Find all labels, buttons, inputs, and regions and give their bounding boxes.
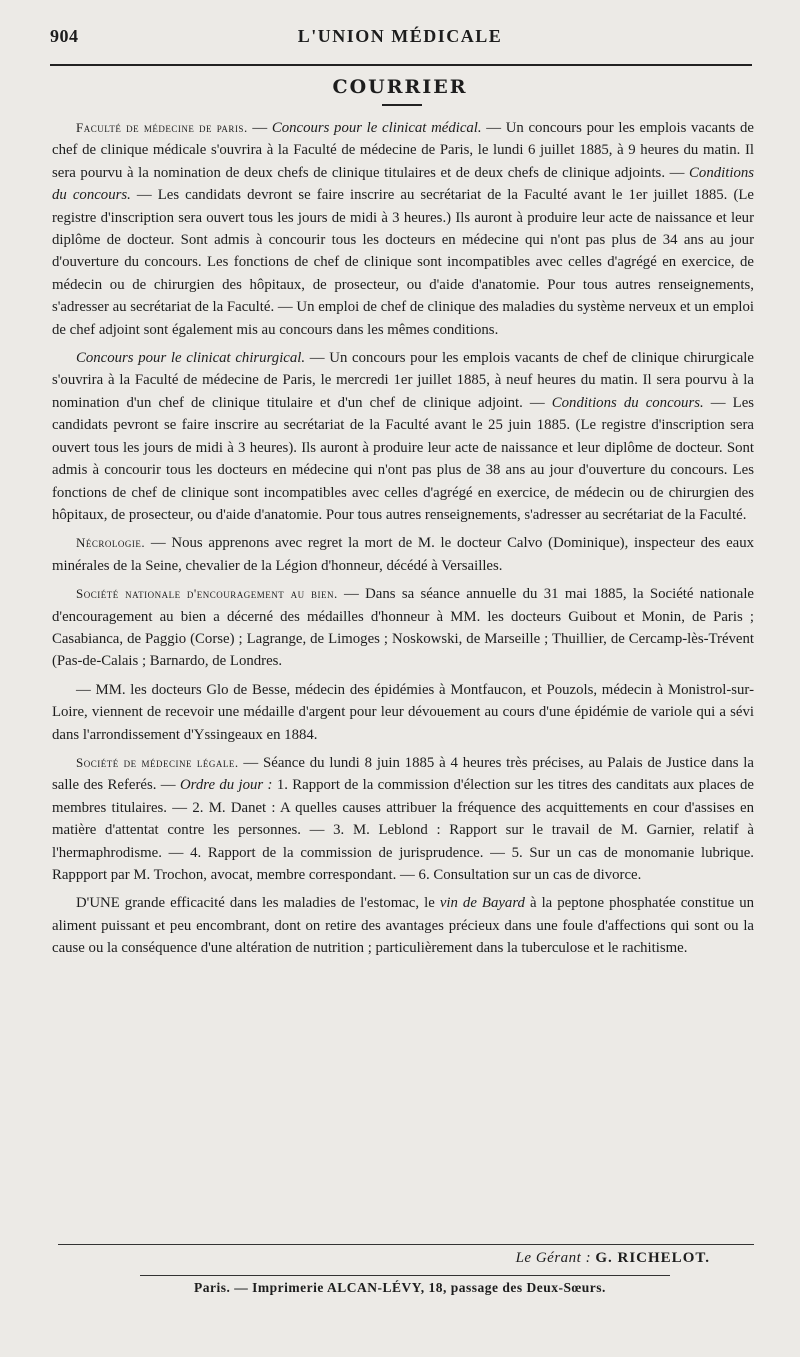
- paragraph-text: D'UNE grande efficacité dans les maladies de l'estomac, le: [76, 895, 440, 912]
- printer-imprint: Paris. — Imprimerie ALCAN-LÉVY, 18, passage des Deux-Sœurs.: [194, 1280, 606, 1295]
- dash: —: [247, 120, 272, 136]
- paragraph-text: — Dans sa séance annuelle du 31 mai 1885, la Société nationale d'encouragement au bien a décerné des médailles d'honneur à MM. les docteurs Guibout et Monin, de Paris ; Casabianca, de Paggio (Corse) ; Lagrange, de Limoges ; Noskowski, de Marseille ; Thuillier, de Cercamp-lès-Trévent (Pas-de-Calais ; Barnardo, de Londres.: [52, 586, 754, 670]
- paragraph-advertisement: [52, 892, 754, 959]
- paragraph-text: — Les candidats devront se faire inscrire au secrétariat de la Faculté avant le 1er juillet 1885. (Le registre d'inscription sera ouvert tous les jours de midi à 3 heures.) Ils auront à produire leur acte de naissance et leur diplôme de docteur. Sont admis à concourir tous les docteurs en médecine qui n'ont pas plus de 34 ans au jour d'ouverture du concours. Les fonctions de chef de clinique sont incompatibles avec celles d'agrégé en exercice, de médecin ou de chirurgien des hôpitaux, de prosecteur, ou d'aide d'anatomie. Pour tous autres renseignements, s'adresser au secrétariat de la Faculté. — Un emploi de chef de clinique des maladies du système nerveux et un emploi de chef adjoint sont également mis au concours dans les mêmes conditions.: [52, 187, 754, 338]
- signature: [516, 1250, 710, 1267]
- rubric-heading: Nécrologie.: [76, 535, 146, 551]
- page-number: 904: [50, 26, 79, 46]
- journal-title: L'UNION MÉDICALE: [297, 26, 503, 46]
- rubric-subtitle: Conditions du concours.: [551, 394, 704, 411]
- running-head: [50, 26, 750, 50]
- title-rule: [382, 104, 422, 106]
- footer-rule: [58, 1244, 754, 1245]
- signature-label: Le Gérant :: [515, 1250, 592, 1266]
- rubric-subtitle: Concours pour le clinicat chirurgical.: [76, 350, 306, 367]
- header-rule: [50, 64, 752, 66]
- paragraph-text: — Un concours pour les emplois vacants de chef de clinique médicale s'ouvrira à la Faculté de médecine de Paris, le lundi 6 juillet 1885, à 9 heures du matin. Il sera pourvu à la nomination de deux chefs de clinique titulaires et de deux chefs de clinique adjoints. —: [52, 120, 754, 181]
- paragraph-text: — MM. les docteurs Glo de Besse, médecin des épidémies à Montfaucon, et Pouzols, médecin à Monistrol-sur-Loire, viennent de recevoir une médaille d'argent pour leur dévouement au cours d'une épidémie de variole qui a sévi dans l'arrondissement d'Yssingeaux en 1884.: [52, 681, 754, 743]
- rubric-heading: Société nationale d'encouragement au bien.: [76, 586, 338, 602]
- rubric-heading: Faculté de médecine de paris.: [76, 120, 248, 135]
- paragraph-necrologie: [52, 532, 754, 577]
- paragraph-faculte-concours-medical: [52, 117, 754, 341]
- paragraph-text: — Nous apprenons avec regret la mort de M. le docteur Calvo (Dominique), inspecteur des eaux minérales de la Seine, chevalier de la Légion d'honneur, décédé à Versailles.: [52, 535, 754, 574]
- signature-name: G. RICHELOT.: [595, 1250, 710, 1266]
- imprint-rule: [140, 1275, 670, 1276]
- paragraph-text: — Séance du lundi 8 juin 1885 à 4 heures très précises, au Palais de Justice dans la salle des Referés. —: [52, 754, 754, 794]
- rubric-subtitle: Concours pour le clinicat médical.: [271, 120, 482, 136]
- paragraph-text: à la peptone phosphatée constitue un aliment puissant et peu encombrant, dont on retire des avantages précieux dans une foule d'affections qui sont ou la cause ou la conséquence d'une altération de nutrition ; particulièrement dans la tuberculose et le rachitisme.: [52, 895, 754, 957]
- section-title: COURRIER: [332, 76, 468, 98]
- paragraph-medecine-legale: [52, 752, 754, 886]
- rubric-subtitle: Conditions du concours.: [52, 164, 754, 204]
- article-body: [52, 117, 754, 966]
- paragraph-text: — Un concours pour les emplois vacants de chef de clinique chirurgicale s'ouvrira à la Faculté de médecine de Paris, le mercredi 1er juillet 1885, à neuf heures du matin. Il sera pourvu à la nomination d'un chef de clinique titulaire et d'un chef de clinique adjoint. —: [52, 350, 754, 411]
- rubric-heading: Société de médecine légale.: [76, 754, 239, 770]
- paragraph-medaille-argent: [52, 679, 754, 746]
- paragraph-concours-chirurgical: [52, 347, 754, 526]
- rubric-subtitle: Ordre du jour :: [179, 777, 273, 794]
- product-name: vin de Bayard: [439, 895, 525, 912]
- paragraph-text: 1. Rapport de la commission d'élection sur les titres des canditats aux places de membres titulaires. — 2. M. Danet : A quelles causes attribuer la fréquence des acquittements en cour d'assises en matière d'attentat contre les personnes. — 3. M. Leblond : Rapport sur le travail de M. Garnier, relatif à l'hermaphrodisme. — 4. Rapport de la commission de jurisprudence. — 5. Sur un cas de monomanie lubrique. Rappport par M. Trochon, avocat, membre correspondant. — 6. Consultation sur un cas de divorce.: [52, 777, 754, 883]
- paragraph-societe-encouragement: [52, 583, 754, 673]
- paragraph-text: — Les candidats pevront se faire inscrire au secrétariat de la Faculté avant le 25 juin 1885. (Le registre d'inscription sera ouvert tous les jours de midi à 3 heures). Ils auront à produire leur acte de naissance et leur diplôme de docteur. Sont admis à concourir tous les docteurs en médecine qui n'ont pas plus de 38 ans au jour d'ouverture du concours. Les fonctions de chef de clinique sont incompatibles avec celles d'agrégé en exercice, de médecin ou de chirurgien des hôpitaux, de prosecteur, ou d'aide d'anatomie. Pour tous autres renseignements, s'adresser au secrétariat de la Faculté.: [52, 394, 755, 523]
